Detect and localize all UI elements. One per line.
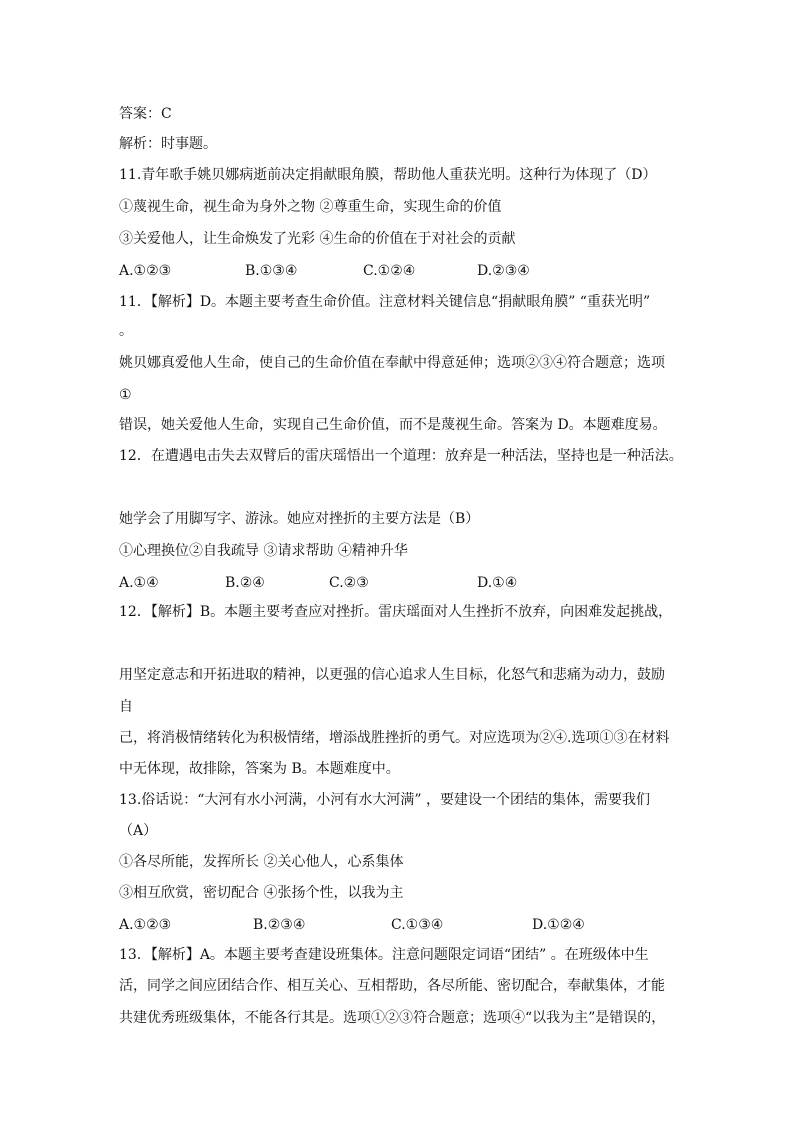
q11-items-2: ③关爱他人，让生命焕发了光彩 ④生命的价值在于对社会的贡献 (119, 231, 516, 247)
q13-explain-1: 13．【解析】A。本题主要考查建设班集体。注意问题限定词语“团结” 。在班级体中生 (119, 947, 649, 963)
q13-stem-2: （A） (119, 823, 158, 839)
q11-explain-5: 错误，她关爱他人生命，实现自己生命价值，而不是蔑视生命。答案为 D。本题难度易。 (119, 417, 667, 433)
q11-option-a: A.①②③ (119, 263, 172, 279)
q12-explain-2: 用坚定意志和开拓进取的精神，以更强的信心追求人生目标，化怒气和悲痛为动力，鼓励 (119, 667, 665, 683)
q11-explain-3: 姚贝娜真爱他人生命，使自己的生命价值在奉献中得意延伸；选项②③④符合题意；选项 (119, 355, 665, 371)
q11-option-b: B.①③④ (245, 263, 298, 279)
q13-option-c: C.①③④ (391, 917, 444, 933)
q12-option-a: A.①④ (119, 575, 159, 591)
q11-option-c: C.①②④ (363, 263, 416, 279)
q11-explain-1: 11．【解析】D。本题主要考查生命价值。注意材料关键信息“捐献眼角膜” “重获光明” (119, 294, 651, 310)
q12-items-1: ①心理换位②自我疏导 ③请求帮助 ④精神升华 (119, 543, 408, 559)
q13-explain-2: 活，同学之间应团结合作、相互关心、互相帮助，各尽所能、密切配合，奉献集体，才能 (119, 978, 665, 994)
q11-explain-2: 。 (119, 323, 133, 339)
q11-explain-4: ① (119, 387, 132, 403)
q12-explain-3: 自 (119, 699, 133, 715)
q12-option-b: B.②④ (225, 575, 265, 591)
q12-explain-4: 己，将消极情绪转化为积极情绪，增添战胜挫折的勇气。对应选项为②④.选项①③在材料 (119, 730, 670, 746)
q13-option-a: A.①②③ (119, 917, 172, 933)
q12-option-d: D.①④ (477, 575, 518, 591)
q12-stem-1: 12．在遭遇电击失去双臂后的雷庆瑶悟出一个道理：放弃是一种活法，坚持也是一种活法。 (119, 448, 683, 464)
q13-option-b: B.②③④ (253, 917, 306, 933)
q12-stem-2: 她学会了用脚写字、游泳。她应对挫折的主要方法是（B） (119, 511, 480, 527)
q11-option-d: D.②③④ (477, 263, 530, 279)
q12-option-c: C.②③ (329, 575, 369, 591)
q12-explain-5: 中无体现，故排除，答案为 B。本题难度中。 (119, 761, 400, 777)
analysis-line: 解析：时事题。 (119, 136, 217, 152)
q13-items-1: ①各尽所能，发挥所长 ②关心他人，心系集体 (119, 854, 404, 870)
q13-option-d: D.①②④ (532, 917, 585, 933)
q11-stem: 11.青年歌手姚贝娜病逝前决定捐献眼角膜，帮助他人重获光明。这种行为体现了（D） (119, 167, 657, 183)
q13-items-2: ③相互欣赏，密切配合 ④张扬个性，以我为主 (119, 885, 404, 901)
q13-stem-1: 13.俗话说：“大河有水小河满，小河有水大河满” ，要建设一个团结的集体，需要我们 (119, 792, 651, 808)
q11-items-1: ①蔑视生命，视生命为身外之物 ②尊重生命，实现生命的价值 (119, 199, 502, 215)
q13-explain-3: 共建优秀班级集体，不能各行其是。选项①②③符合题意；选项④“以我为主”是错误的， (119, 1010, 666, 1026)
q12-explain-1: 12．【解析】B。本题主要考查应对挫折。雷庆瑶面对人生挫折不放弃，向困难发起挑战， (119, 604, 673, 620)
answer-line: 答案：C (119, 106, 172, 122)
